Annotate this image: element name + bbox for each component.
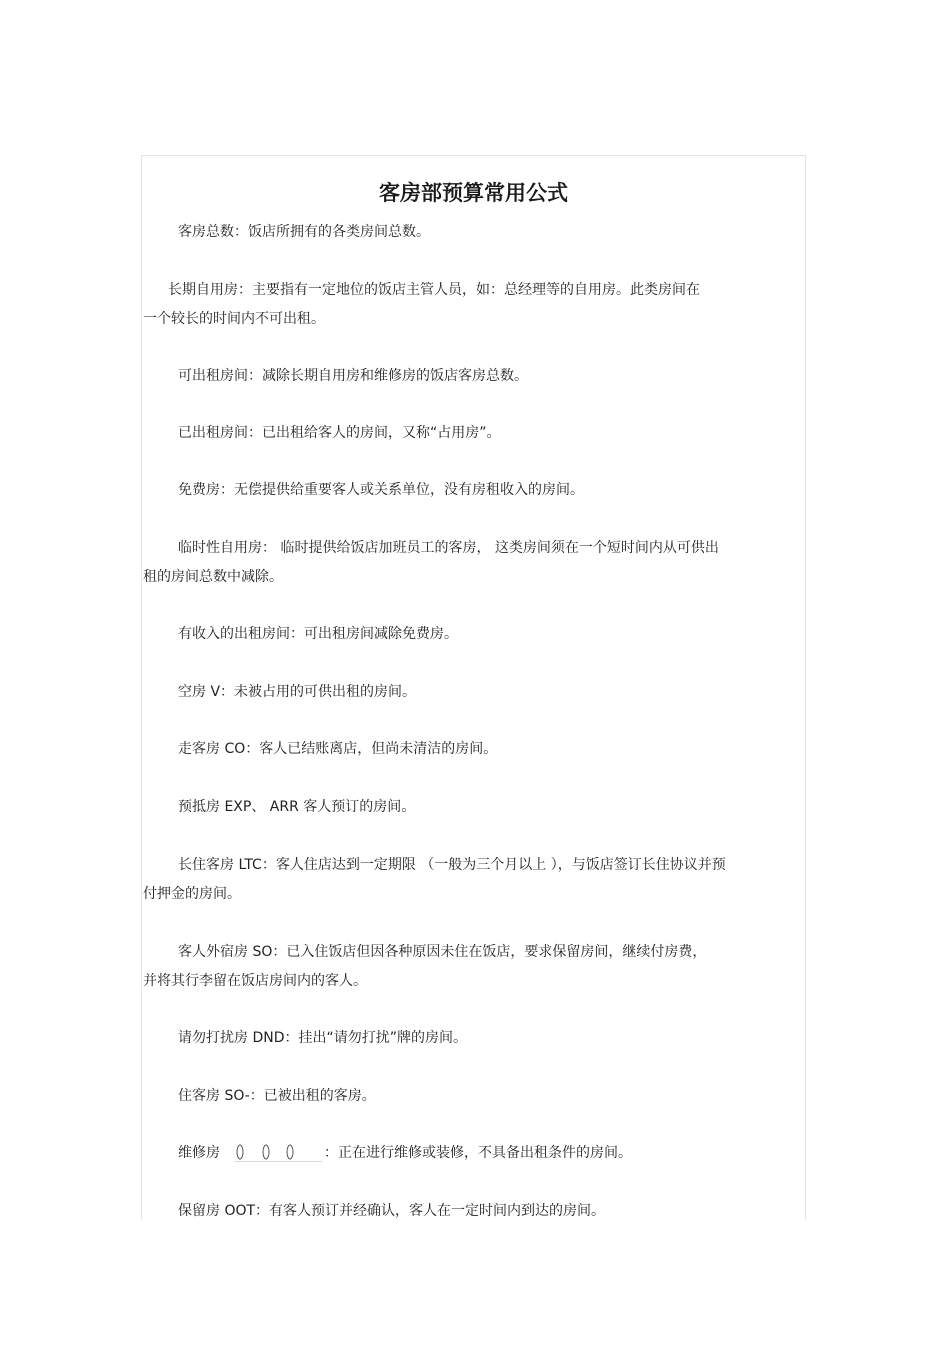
unrendered-glyphs-icon <box>234 1143 322 1161</box>
paragraph-line: 住客房 SO-：已被出租的客房。 <box>178 1088 376 1104</box>
repair-code-glyphs <box>234 1143 322 1162</box>
paragraph-rentable-rooms <box>143 362 793 391</box>
paragraph-repair-room <box>143 1139 793 1168</box>
paragraph-line: 客房总数：饭店所拥有的各类房间总数。 <box>178 224 430 240</box>
paragraph-line: 租的房间总数中减除。 <box>143 569 283 585</box>
paragraph-line: 一个较长的时间内不可出租。 <box>143 311 325 327</box>
paragraph-occupied <box>143 1082 793 1111</box>
paragraph-line: 付押金的房间。 <box>143 886 241 902</box>
paragraph-total-rooms <box>143 218 793 247</box>
paragraph-reserved-room <box>143 1197 793 1226</box>
paragraph-line: 长住客房 LTC：客人住店达到一定期限 （一般为三个月以上 ），与饭店签订长住协议并预 <box>178 857 726 873</box>
paragraph-temporary-self-use <box>143 534 793 592</box>
paragraph-sleep-out <box>143 938 793 996</box>
paragraph-do-not-disturb <box>143 1024 793 1053</box>
paragraph-line: 可出租房间：减除长期自用房和维修房的饭店客房总数。 <box>178 368 528 384</box>
paragraph-line: 临时性自用房： 临时提供给饭店加班员工的客房， 这类房间须在一个短时间内从可供出 <box>178 540 719 556</box>
paragraph-line: 客人外宿房 SO：已入住饭店但因各种原因未住在饭店，要求保留房间，继续付房费， <box>178 944 707 960</box>
repair-description: ：正在进行维修或装修，不具备出租条件的房间。 <box>324 1145 632 1161</box>
paragraph-long-stay <box>143 851 793 909</box>
paragraph-line: 并将其行李留在饭店房间内的客人。 <box>143 973 367 989</box>
paragraph-revenue-rooms <box>143 620 793 649</box>
paragraph-line: 长期自用房：主要指有一定地位的饭店主管人员，如：总经理等的自用房。此类房间在 <box>168 282 700 298</box>
paragraph-line: 有收入的出租房间：可出租房间减除免费房。 <box>178 626 458 642</box>
paragraph-long-term-self-use <box>143 276 793 334</box>
paragraph-check-out <box>143 735 793 764</box>
paragraph-rented-rooms <box>143 419 793 448</box>
repair-label: 维修房 <box>178 1145 220 1161</box>
paragraph-line: 请勿打扰房 DND：挂出“请勿打扰”牌的房间。 <box>178 1030 467 1046</box>
paragraph-line <box>143 1139 793 1168</box>
paragraph-line: 预抵房 EXP、 ARR 客人预订的房间。 <box>178 799 416 815</box>
paragraph-complimentary-rooms <box>143 476 793 505</box>
paragraph-line: 免费房：无偿提供给重要客人或关系单位，没有房租收入的房间。 <box>178 482 584 498</box>
paragraph-line: 走客房 CO：客人已结账离店，但尚未清洁的房间。 <box>178 741 498 757</box>
paragraph-vacant <box>143 678 793 707</box>
paragraph-line: 已出租房间：已出租给客人的房间，又称“占用房”。 <box>178 425 501 441</box>
paragraph-line: 空房 V：未被占用的可供出租的房间。 <box>178 684 417 700</box>
page-title: 客房部预算常用公式 <box>379 180 568 206</box>
paragraph-expected-arrival <box>143 793 793 822</box>
paragraph-line: 保留房 OOT：有客人预订并经确认，客人在一定时间内到达的房间。 <box>178 1203 606 1219</box>
